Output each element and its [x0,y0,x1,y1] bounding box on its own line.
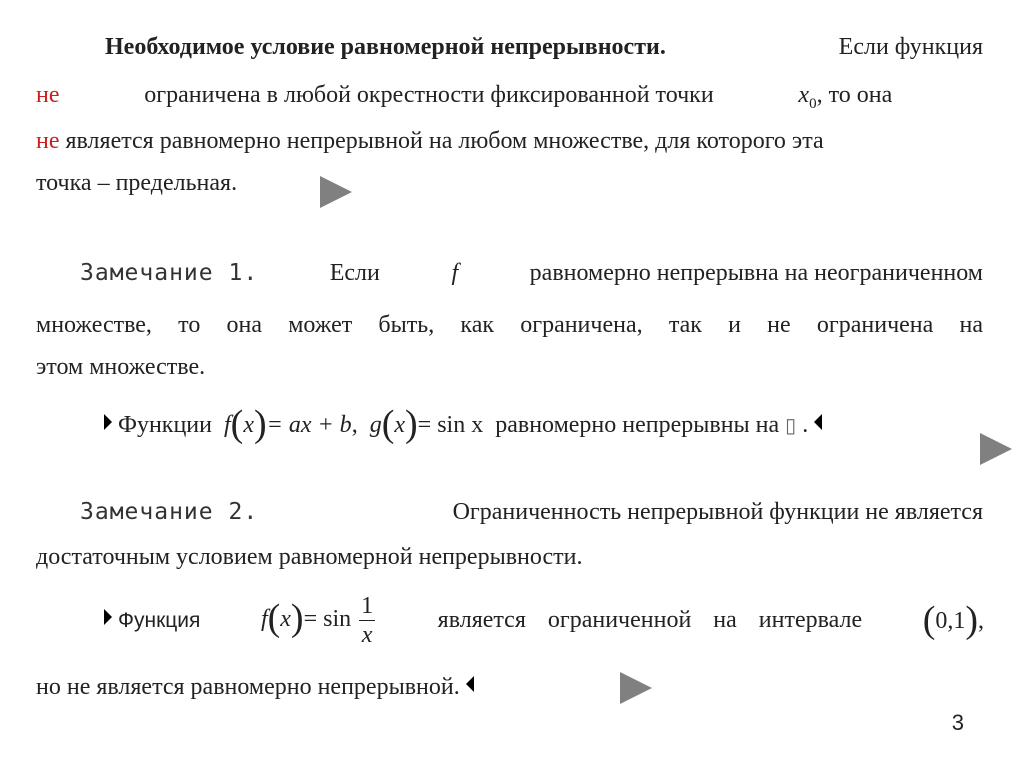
para1-heading: Необходимое условие равномерной непрерывности. [105,34,666,60]
remark1-example-tail: равномерно непрерывны на [495,412,780,438]
remark2-interval: (0,1), [922,598,984,641]
remark2-formula: f(x)= sin $\frac{1}{x}$ [260,592,374,648]
remark1-line1 [80,258,983,288]
next-arrow-3[interactable] [620,672,652,704]
example-start-marker-icon [104,414,112,430]
para1-line2-rest: ограничена в любой окрестности фиксированной точки [144,82,714,108]
example-end-marker-icon [814,414,822,430]
example2-end-marker-icon [466,676,474,692]
remark1-example-intro: Функции [118,412,212,438]
remark1-var-f: f [451,260,459,286]
para1-line1 [105,32,983,62]
remark2-mid: является ограниченной на интервале [437,607,863,633]
remark2-line2: достаточным условием равномерной непрерывности. [36,544,583,570]
para1-line3-rest: является равномерно непрерывной на любом множестве, для которого эта [65,128,824,154]
next-arrow-1[interactable] [320,176,352,208]
para1-line4: точка – предельная. [36,170,238,196]
remark1-line1-b: равномерно непрерывна на неограниченном [529,260,983,286]
remark1-line2: множестве, то она может быть, как ограничена, так и не ограничена на [36,312,983,338]
remark2-line1-text: Ограниченность непрерывной функции не является [452,499,983,525]
remark2-last [36,672,474,702]
remark1-example: Функции f(x)= ax + b, g(x)= sin x равномерно непрерывны на ▯ . [104,409,822,441]
next-arrow-2[interactable] [980,433,1012,465]
page-number: 3 [951,710,964,735]
fraction-1-over-x: $\frac{1}{x}$ [361,592,374,648]
remark2-example-intro: Функция [118,608,201,632]
real-numbers-symbol: ▯ [785,415,797,437]
example2-start-marker-icon [104,609,112,625]
para1-line3 [36,126,983,156]
remark2-line1 [80,497,983,527]
remark2-example [104,590,984,650]
remark2-line-last: но не является равномерно непрерывной. [36,674,460,700]
remark1-label: Замечание 1. [80,260,259,286]
para1-line3-red: не [36,128,60,154]
remark1-line1-a: Если [329,260,380,286]
para1-point-x0: $x_0$, то она [798,82,893,112]
remark2-label: Замечание 2. [80,499,259,525]
para1-line2 [36,80,983,119]
para1-line2-red: не [36,82,60,108]
remark1-line3: этом множестве. [36,354,206,380]
para1-line1-rest: Если функция [838,34,983,60]
